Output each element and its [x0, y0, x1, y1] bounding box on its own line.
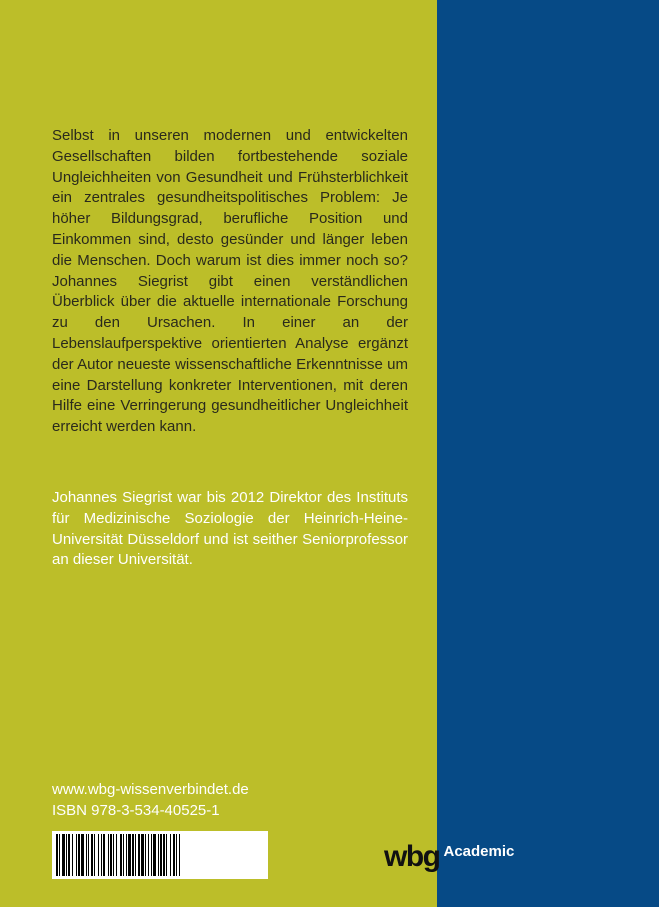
publisher-logo — [384, 836, 514, 876]
barcode-bar — [72, 834, 73, 876]
barcode-bar — [148, 834, 149, 876]
barcode-bar — [86, 834, 87, 876]
barcode-bar — [98, 834, 99, 876]
barcode-bar — [163, 834, 165, 876]
barcode-bar — [59, 834, 60, 876]
footer-info — [52, 780, 249, 821]
barcode-bars — [52, 831, 268, 879]
barcode-bar — [62, 834, 65, 876]
barcode-bar — [66, 834, 67, 876]
barcode-bar — [103, 834, 105, 876]
barcode-bar — [160, 834, 162, 876]
barcode-bar — [141, 834, 144, 876]
barcode-bar — [108, 834, 109, 876]
barcode-bar — [81, 834, 84, 876]
barcode-bar — [170, 834, 171, 876]
barcode-bar — [68, 834, 70, 876]
barcode-bar — [132, 834, 134, 876]
barcode-bar — [116, 834, 117, 876]
barcode-bar — [76, 834, 77, 876]
barcode-bar — [126, 834, 127, 876]
author-bio: Johannes Siegrist war bis 2012 Direktor des Instituts für Medizinische Soziologie der Heinrich-Heine-Universität Düsseldorf und ist seither Seniorprofessor an dieser Universität. — [52, 489, 408, 569]
barcode-bar — [110, 834, 112, 876]
isbn-number: ISBN 978-3-534-40525-1 — [52, 801, 220, 819]
barcode-bar — [138, 834, 140, 876]
barcode — [52, 831, 268, 879]
barcode-bar — [91, 834, 93, 876]
barcode-bar — [113, 834, 114, 876]
barcode-bar — [179, 834, 180, 876]
barcode-bar — [153, 834, 156, 876]
barcode-bar — [56, 834, 58, 876]
barcode-bar — [128, 834, 131, 876]
logo-academic-text: Academic — [443, 843, 515, 860]
barcode-bar — [94, 834, 95, 876]
logo-wbg-text: wbg — [384, 840, 440, 873]
barcode-bar — [135, 834, 136, 876]
barcode-bar — [120, 834, 122, 876]
barcode-bar — [173, 834, 175, 876]
barcode-bar — [158, 834, 159, 876]
barcode-bar — [151, 834, 152, 876]
barcode-bar — [145, 834, 146, 876]
barcode-bar — [166, 834, 167, 876]
barcode-bar — [101, 834, 102, 876]
barcode-bar — [123, 834, 124, 876]
publisher-website: www.wbg-wissenverbindet.de — [52, 781, 249, 798]
barcode-bar — [88, 834, 89, 876]
barcode-bar — [78, 834, 80, 876]
barcode-bar — [176, 834, 177, 876]
book-blurb: Selbst in unseren modernen und entwickelten Gesellschaften bilden fortbestehende soziale Ungleichheiten von Gesundheit und Frühsterblichkeit ein zentrales gesundheitspolitisches Problem: Je höher Bildungsgrad, berufliche Position und Einkommen sind, desto gesünder und länger leben die Menschen. Doch warum ist dies immer noch so? Johannes Siegrist gibt einen verständlichen Überblick über die aktuelle internationale Forschung zu den Ursachen. In einer an der Lebenslaufperspektive orientierten Analyse ergänzt der Autor neueste wissenschaftliche Erkenntnisse um eine Darstellung konkreter Interventionen, mit deren Hilfe eine Verringerung gesundheitlicher Ungleichheit erreicht werden kann. — [52, 127, 408, 436]
right-color-panel — [437, 0, 659, 907]
